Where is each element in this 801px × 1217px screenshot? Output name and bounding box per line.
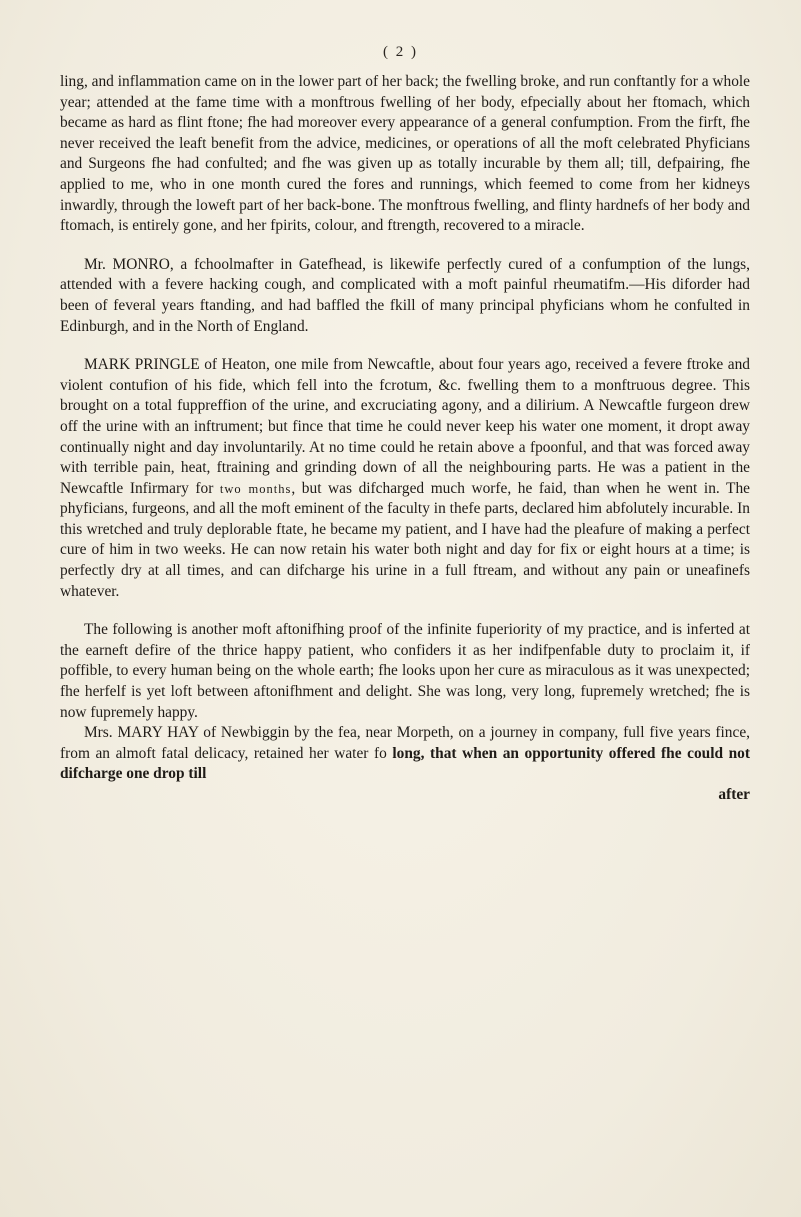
- mary-hay-text: Mrs. MARY HAY of Newbiggin by the fea, near Morpeth, on a journey in company, full five years fince, from an almoft fatal delicacy, retained her water fo: [60, 724, 750, 762]
- catchword: after: [718, 786, 750, 803]
- mary-hay-bold-line: long, that when an opportunity offered fhe could not difcharge one drop till: [60, 744, 750, 783]
- paragraph-gap: [60, 237, 750, 255]
- paragraph-mary-hay-case: [60, 723, 750, 805]
- paragraph-following-proof: The following is another moft aftonifhing proof of the infinite fuperiority of my practice, and is inferted at the earneft defire of the thrice happy patient, who confiders it as her indifpenfable duty to proclaim it, if poffible, to every human being on the whole earth; fhe looks upon her cure as miraculous as it was unexpected; fhe herfelf is yet loft between aftonifhment and delight. She was long, very long, fupremely wretched; fhe is now fupremely happy.: [60, 621, 750, 721]
- body-text: [60, 72, 750, 806]
- paragraph-pringle-case: [60, 355, 750, 602]
- paragraph-gap: [60, 602, 750, 620]
- paragraph-gap: [60, 337, 750, 355]
- pringle-text-part-2: , but was difcharged much worfe, he faid, than when he went in. The phyficians, furgeons, and all the moft eminent of the faculty in thefe parts, declared him abfolutely incurable. In this wretched and truly deplorable ftate, he became my patient, and I have had the pleafure of making a perfect cure of him in two weeks. He can now retain his water both night and day for fix or eight hours at a time; is perfectly dry at all times, and can difcharge his urine in a full ftream, and without any pain or uneafinefs whatever.: [60, 479, 750, 600]
- two-months-smallcaps: two months: [219, 481, 292, 496]
- paragraph-monro-case: Mr. MONRO, a fchoolmafter in Gatefhead, is likewife perfectly cured of a confumption of the lungs, attended with a fevere hacking cough, and complicated with a moft painful rheumatifm.—His diforder had been of feveral years ftanding, and had baffled the fkill of many principal phyficians whom he confulted in Edinburgh, and in the North of England.: [60, 255, 750, 335]
- page-number: ( 2 ): [383, 44, 418, 60]
- paragraph-hay-case-continued: ling, and inflammation came on in the lower part of her back; the fwelling broke, and run conftantly for a whole year; attended at the fame time with a monftrous fwelling of her body, efpecially about her ftomach, which became as hard as flint ftone; fhe had moreover every appearance of a general confumption. From the firft, fhe never received the leaft benefit from the advice, medicines, or operations of all the moft celebrated Phyficians and Surgeons fhe had confulted; and fhe was given up as totally incurable by them all; till, defpairing, fhe applied to me, who in one month cured the fores and runnings, which feemed to come from her kidneys inwardly, through the loweft part of her back-bone. The monftrous fwelling, and flinty hardnefs of her body and ftomach, is entirely gone, and her fpirits, colour, and ftrength, recovered to a miracle.: [60, 73, 750, 235]
- pringle-text-part-1: MARK PRINGLE of Heaton, one mile from Newcaftle, about four years ago, received a fevere ftroke and violent contufion of his fide, which fell into the fcrotum, &c. fwelling them to a monftruous degree. This brought on a total fuppreffion of the urine, and excruciating agony, and a dilirium. A Newcaftle furgeon drew off the urine with an inftrument; but fince that time he could never keep his water one moment, it dropt away continually night and day involuntarily. At no time could he retain above a fpoonful, and that was forced away with terrible pain, heat, ftraining and grinding down of all the neighbouring parts. He was a patient in the Newcaftle Infirmary for: [60, 356, 750, 497]
